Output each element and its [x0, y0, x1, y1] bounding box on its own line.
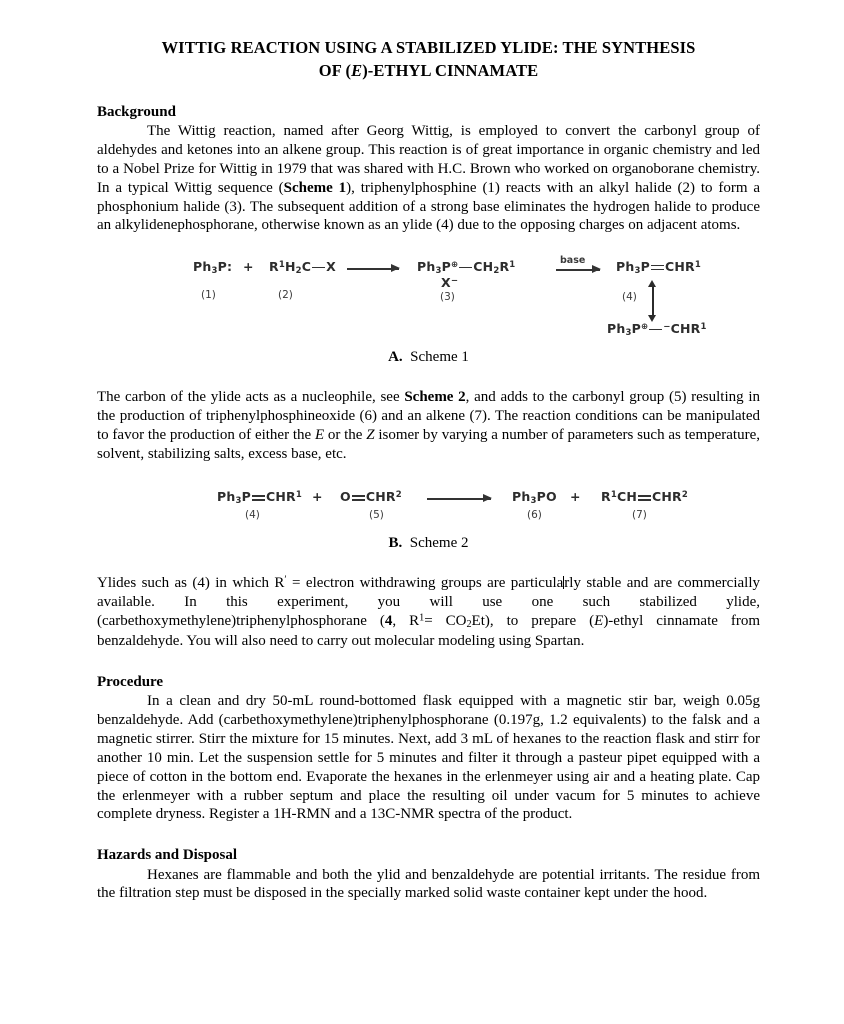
- isomer-z-label: Z: [366, 426, 375, 443]
- after-scheme2-seg4: , R: [392, 613, 420, 630]
- scheme1-number-1: (1): [201, 289, 216, 302]
- scheme1-triphenylphosphine: $Ph_3P$:: [193, 259, 233, 277]
- after-scheme2-seg1: Ylides such as (4) in which R: [97, 575, 285, 592]
- page-title: [97, 36, 760, 83]
- co2-subscript: 2: [466, 619, 472, 631]
- scheme-2-figure: [97, 485, 760, 531]
- scheme2-number-4: (4): [245, 509, 260, 522]
- after-scheme2-seg6: Et), to prepare (: [471, 613, 595, 630]
- title-line-2-pre: OF (: [318, 61, 352, 81]
- scheme1-plus-1: +: [243, 259, 254, 275]
- after-scheme1-tail: isomer by varying a number of parameters such as temperature, solvent, stabilizing salts, excess base, etc.: [97, 426, 760, 462]
- isomer-e-label-2: E: [594, 613, 604, 630]
- after-scheme2-seg2: = electron withdrawing groups are particula: [286, 575, 564, 592]
- after-scheme1-pre: The carbon of the ylide acts as a nucleophile, see: [97, 389, 405, 406]
- procedure-paragraph: In a clean and dry 50-mL round-bottomed flask equipped with a magnetic stir bar, weigh 0.05g benzaldehyde. Add (carbethoxymethylene)triphenylphosphorane (0.197g, 1.2 equivalents) to the falsk and a magnetic stirrer. Stirr the mixture for 15 minutes. Next, add 3 mL of hexanes to the reaction flask and stirr for another 10 min. Let the suspension settle for 5 minutes and filter it through a pasteur pipet equipped with a piece of cotton in the bottom end. Evaporate the hexanes in the erlenmeyer using air and a heating plate. Cap the erlenmeyer with a rubber septum and place the resulting oil under vacum for 5 minutes to achieve complete dryness. Register a 1H-RMN and a 13C-NMR spectra of the product.: [97, 693, 760, 823]
- scheme1-reference: Scheme 1: [283, 179, 347, 196]
- scheme1-ylide-resonance: $Ph_3P^\oplus$ −CHR$^1$: [607, 321, 707, 339]
- scheme2-ylide: $Ph_3P$ CHR$^1$: [217, 489, 302, 507]
- hazards-paragraph: Hexanes are flammable and both the ylid and benzaldehyde are potential irritants. The residue from the filtration step must be disposed in the specially marked solid waste container kept under the hood.: [97, 866, 760, 902]
- scheme1-arrow-1: [347, 264, 399, 273]
- section-heading-background: Background: [97, 103, 176, 120]
- scheme2-phosphine-oxide: $Ph_3PO$: [512, 489, 557, 507]
- scheme-2-caption: [97, 535, 760, 552]
- scheme2-alkene: $R^1CH$ CHR$^2$: [601, 489, 688, 505]
- scheme2-number-5: (5): [369, 509, 384, 522]
- scheme1-ylide: $Ph_3P$ CHR$^1$: [616, 259, 701, 277]
- after-scheme1-mid: or the: [324, 426, 367, 443]
- scheme1-arrow-2: [556, 265, 600, 274]
- r1-superscript: 1: [419, 612, 425, 624]
- section-heading-procedure: Procedure: [97, 673, 164, 690]
- scheme-2-caption-letter: B.: [388, 535, 403, 552]
- scheme2-plus-1: +: [312, 489, 323, 505]
- scheme1-base-label: base: [560, 255, 586, 267]
- r-prime-superscript: ′: [284, 574, 287, 586]
- scheme-2-caption-text: Scheme 2: [409, 535, 469, 552]
- scheme1-number-3: (3): [440, 291, 455, 304]
- scheme1-alkyl-halide: $R^1H_2C$ X: [269, 259, 336, 277]
- after-scheme2-seg3: rly stable and are commercially available. In this experiment, you will use one such stabilized ylide, (carbethoxymethylene)triphenylphosphorane (: [97, 575, 760, 630]
- scheme1-number-2: (2): [278, 289, 293, 302]
- after-scheme1-post: , and adds to the carbonyl group (5) resulting in the production of triphenylphosphineoxide (6) and an alkene (7). The reaction conditions can be manipulated to favor the production of either the: [97, 389, 760, 443]
- scheme2-number-6: (6): [527, 509, 542, 522]
- scheme2-number-7: (7): [632, 509, 647, 522]
- after-scheme1-paragraph: [97, 388, 760, 463]
- scheme1-phosphonium-salt: $Ph_3P^\oplus$ $CH_2R^1$: [417, 259, 516, 277]
- scheme1-resonance-arrow: [648, 281, 657, 321]
- section-heading-hazards: Hazards and Disposal: [97, 847, 238, 864]
- scheme-1-caption-text: Scheme 1: [410, 349, 469, 366]
- scheme2-plus-2: +: [570, 489, 581, 505]
- scheme-1-caption-letter: A.: [388, 349, 403, 366]
- scheme1-counterion: X−: [441, 275, 459, 291]
- scheme-1-figure: [97, 253, 760, 345]
- after-scheme2-seg5: = CO: [424, 613, 467, 630]
- scheme2-arrow: [427, 494, 491, 503]
- ylide-number-bold: 4: [384, 613, 393, 630]
- scheme-1-caption: [97, 349, 760, 366]
- background-text-b: ), triphenylphosphine (1) reacts with an alkyl halide (2) to form a phosphonium halide (3). The subsequent addition of a strong base eliminates the hydrogen halide to produce an alkylidenephosphorane, otherwise known as an ylide (4) due to the opposing charges on adjacent atoms.: [97, 179, 761, 234]
- background-text-a: The Wittig reaction, named after Georg Wittig, is employed to convert the carbonyl group of aldehydes and ketones into an alkene group. This reaction is of great importance in organic chemistry and led to a Nobel Prize for Wittig in 1979 that was shared with H.C. Brown who worked on organoborane chemistry. In a typical Wittig sequence (: [97, 123, 760, 196]
- scheme1-number-4: (4): [622, 291, 637, 304]
- scheme2-reference: Scheme 2: [404, 389, 466, 406]
- background-paragraph: [97, 122, 760, 235]
- scheme2-carbonyl: O CHR$^2$: [340, 489, 402, 505]
- title-line-1: WITTIG REACTION USING A STABILIZED YLIDE: THE SYNTHESIS: [161, 38, 696, 57]
- title-line-2-post: )-ETHYL CINNAMATE: [362, 61, 539, 81]
- after-scheme2-paragraph: [97, 574, 760, 650]
- title-line-2: [109, 59, 748, 82]
- title-isomer-label: E: [351, 61, 363, 81]
- after-scheme2-seg7: )-ethyl cinnamate from benzaldehyde. You will also need to carry out molecular modeling using Spartan.: [97, 613, 761, 650]
- isomer-e-label: E: [314, 426, 325, 443]
